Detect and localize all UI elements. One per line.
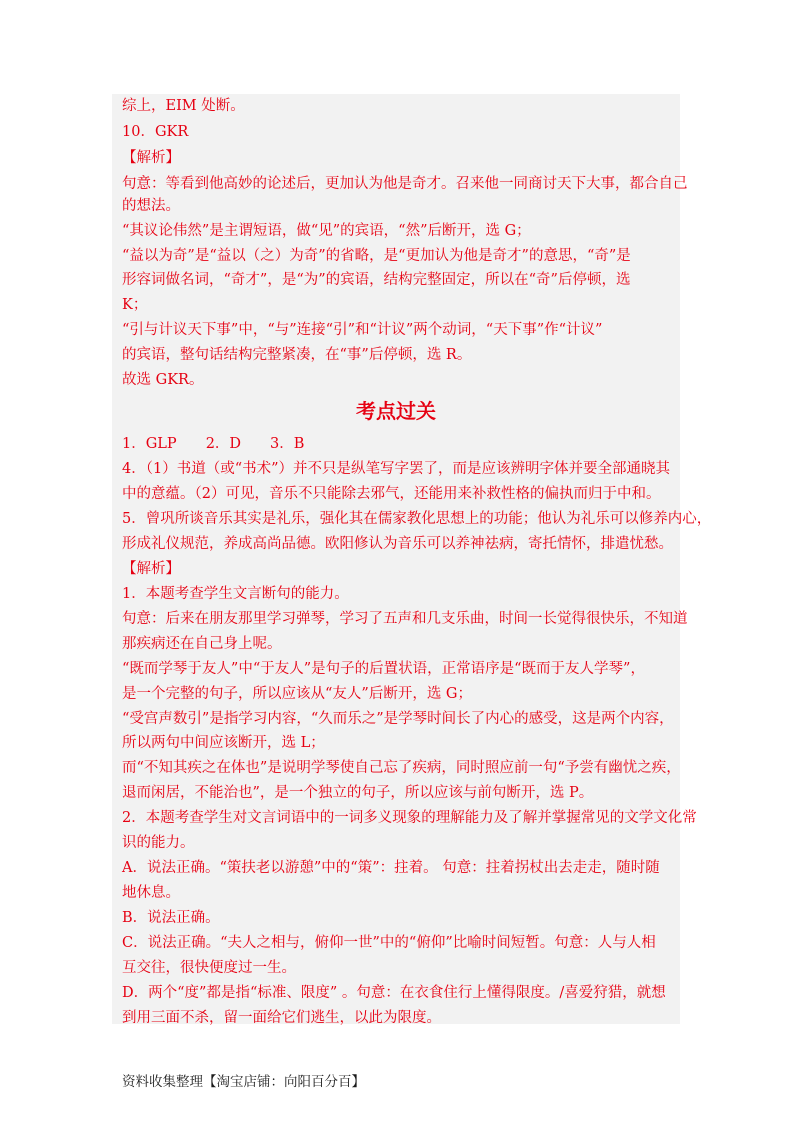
text-line: 中的意蕴。（2）可见，音乐不只能除去邪气，还能用来补救性格的偏执而归于中和。	[122, 486, 661, 502]
text-line: “既而学琴于友人”中“于友人”是句子的后置状语，正常语序是“既而于友人学琴”，	[122, 661, 645, 677]
text-line: C．说法正确。“夫人之相与，俯仰一世”中的“俯仰”比喻时间短暂。句意：人与人相	[122, 935, 656, 951]
text-line: 句意：后来在朋友那里学习弹琴，学习了五声和几支乐曲，时间一长觉得很快乐，不知道	[122, 611, 688, 627]
text-line: “其议论伟然”是主谓短语，做“见”的宾语，“然”后断开，选 G；	[122, 223, 531, 239]
text-line: 5．曾巩所谈音乐其实是礼乐，强化其在儒家教化思想上的功能；他认为礼乐可以修养内心，	[122, 511, 712, 527]
analysis-label: 【解析】	[122, 150, 180, 166]
text-line: 退而闲居，不能治也”，是一个独立的句子，所以应该与前句断开，选 P。	[122, 785, 594, 801]
text-line: D．两个“度”都是指“标准、限度” 。句意：在衣食住行上懂得限度。/喜爱狩猎，就想	[122, 985, 666, 1001]
text-line: “引与计议天下事”中，“与”连接“引”和“计议”两个动词，“天下事”作“计议”	[122, 322, 603, 338]
text-line: 1．本题考查学生文言断句的能力。	[122, 586, 349, 602]
text-line: 到用三面不杀，留一面给它们逃生，以此为限度。	[122, 1010, 441, 1026]
text-line: 那疾病还在自己身上呢。	[122, 636, 282, 652]
text-line: 识的能力。	[122, 835, 195, 851]
section-heading: 考点过关	[356, 399, 436, 423]
text-line: “益以为奇”是“益以（之）为奇”的省略，是“更加认为他是奇才”的意思，“奇”是	[122, 248, 631, 264]
text-line: 是一个完整的句子，所以应该从“友人”后断开，选 G；	[122, 686, 473, 702]
text-line: 10．GKR	[122, 124, 189, 140]
text-line: 句意：等看到他高妙的论述后，更加认为他是奇才。召来他一同商讨天下大事，都合自己	[122, 176, 688, 192]
text-line: 的宾语，整句话结构完整紧凑，在“事”后停顿，选 R。	[122, 347, 472, 363]
text-line: B．说法正确。	[122, 910, 220, 926]
text-line: K；	[122, 297, 148, 313]
text-line: 综上，EIM 处断。	[122, 98, 245, 114]
page-footer: 资料收集整理【淘宝店铺：向阳百分百】	[122, 1074, 365, 1090]
text-line: “受宫声数引”是指学习内容，“久而乐之”是学琴时间长了内心的感受，这是两个内容，	[122, 711, 674, 727]
text-line: 地休息。	[122, 885, 180, 901]
text-line: A．说法正确。“策扶老以游憩”中的“策”：拄着。 句意：拄着拐杖出去走走，随时随	[122, 860, 660, 876]
text-line: 1．GLP 2．D 3．B	[122, 436, 305, 452]
analysis-label: 【解析】	[122, 561, 180, 577]
text-line: 而“不知其疾之在体也”是说明学琴使自己忘了疾病，同时照应前一句“予尝有幽忧之疾，	[122, 760, 681, 776]
text-line: 形成礼仪规范，养成高尚品德。欧阳修认为音乐可以养神祛病，寄托情怀，排遣忧愁。	[122, 536, 673, 552]
text-line: 互交往，很快便度过一生。	[122, 960, 296, 976]
text-line: 故选 GKR。	[122, 372, 204, 388]
text-line: 2．本题考查学生对文言词语中的一词多义现象的理解能力及了解并掌握常见的文学文化常	[122, 810, 697, 826]
text-line: 4．（1）书道（或“书术”）并不只是纵笔写字罢了，而是应该辨明字体并要全部通晓其	[122, 461, 671, 477]
text-line: 所以两句中间应该断开，选 L；	[122, 735, 325, 751]
text-line: 形容词做名词，“奇才”，是“为”的宾语，结构完整固定，所以在“奇”后停顿，选	[122, 272, 631, 288]
text-line: 的想法。	[122, 198, 180, 214]
